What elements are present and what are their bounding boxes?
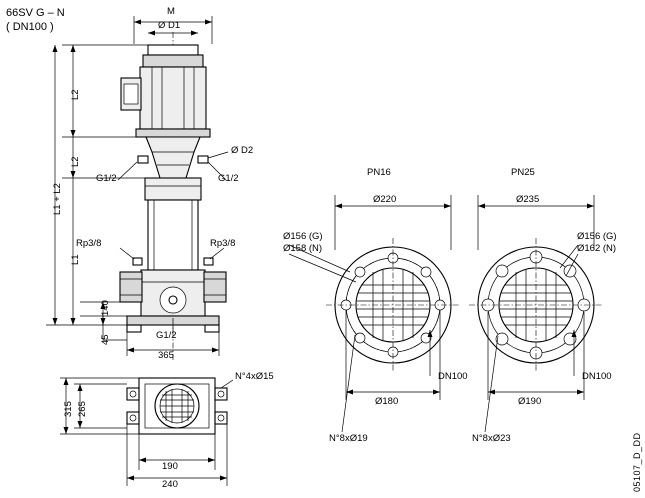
dim-265: 265: [77, 401, 88, 417]
flange-pn16-holes: N°8xØ19: [329, 433, 368, 444]
flange-pn25-bolt-circle: Ø190: [518, 396, 542, 407]
flange-pn25-bore: DN100: [582, 371, 612, 382]
note-mounting-holes: N°4xØ15: [235, 371, 274, 382]
dim-L1-plus-L2: L1 + L2: [52, 183, 63, 215]
flange-pn25-title: PN25: [511, 167, 535, 178]
port-bottom: G1/2: [156, 330, 177, 341]
dim-315: 315: [63, 401, 74, 417]
flange-pn16-title: PN16: [367, 167, 391, 178]
dim-L1: L1: [70, 254, 81, 265]
flange-pn25-outer: Ø235: [516, 194, 540, 205]
flange-pn16-outer: Ø220: [373, 194, 397, 205]
flange-pn16-bore: DN100: [438, 371, 468, 382]
dim-D2: Ø D2: [231, 145, 254, 156]
dim-D1: Ø D1: [158, 20, 181, 31]
port-gauge-right: G1/2: [218, 173, 239, 184]
flange-pn25-holes: N°8xØ23: [472, 433, 511, 444]
port-drain-left: Rp3/8: [76, 238, 102, 249]
flange-pn16-gasket-n: Ø158 (N): [283, 243, 323, 254]
flange-pn25-gasket-g: Ø156 (G): [577, 231, 617, 242]
flange-pn25-gasket-n: Ø162 (N): [577, 243, 617, 254]
dim-45: 45: [100, 334, 111, 345]
page-title-line2: ( DN100 ): [6, 21, 54, 33]
dim-190: 190: [162, 461, 178, 472]
port-gauge-left: G1/2: [96, 173, 117, 184]
dim-L2-upper: L2: [70, 89, 81, 100]
dim-140: 140: [100, 300, 111, 316]
flange-pn16-bolt-circle: Ø180: [375, 396, 399, 407]
drawing-code: 05107_D_DD: [632, 432, 642, 492]
dim-L2-lower: L2: [70, 156, 81, 167]
dim-365: 365: [158, 350, 174, 361]
port-drain-right: Rp3/8: [210, 238, 236, 249]
dim-M: M: [167, 6, 175, 17]
dim-240: 240: [162, 479, 178, 490]
page-title-line1: 66SV G – N: [6, 7, 65, 19]
flange-pn16-gasket-g: Ø156 (G): [283, 231, 323, 242]
